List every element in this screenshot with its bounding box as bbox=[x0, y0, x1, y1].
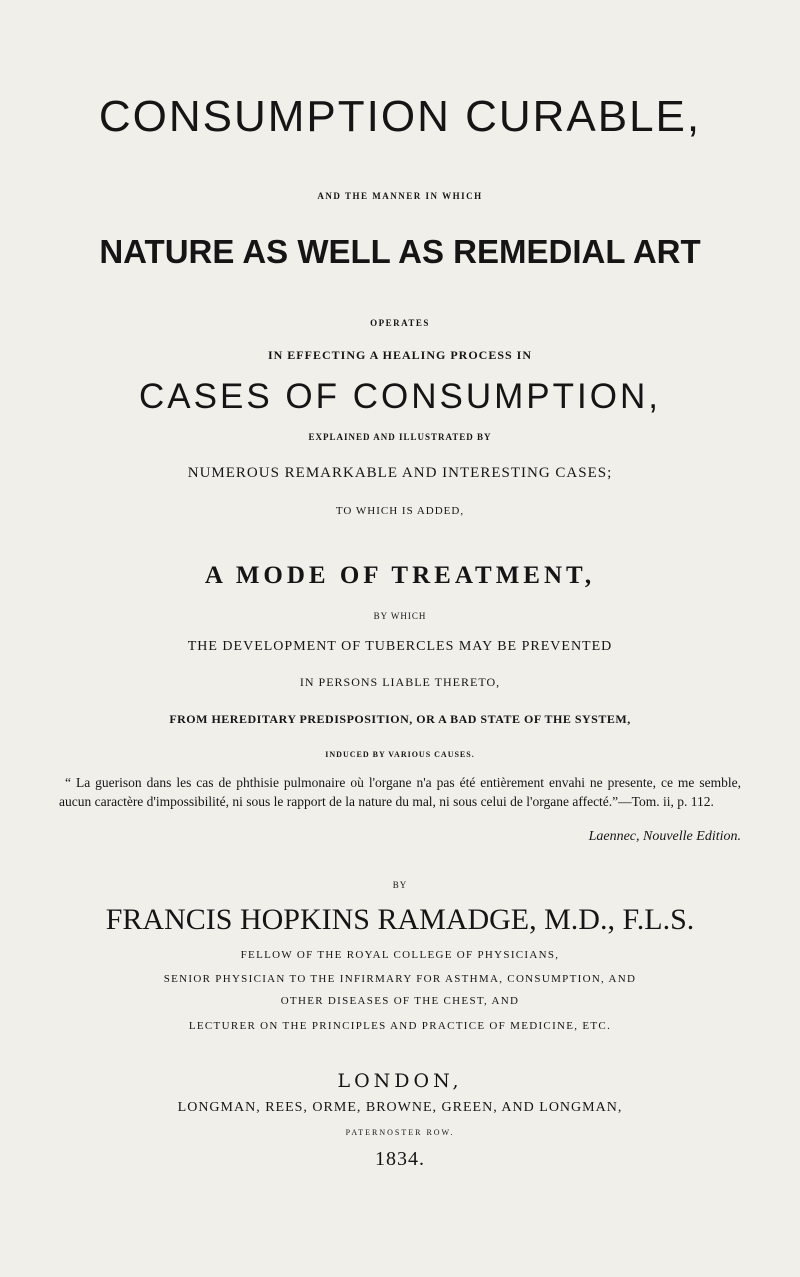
author-by: BY bbox=[392, 880, 408, 890]
subtitle-cases: CASES OF CONSUMPTION, bbox=[139, 377, 661, 416]
subtitle-operates: OPERATES bbox=[370, 318, 430, 328]
subtitle-explained: EXPLAINED AND ILLUSTRATED BY bbox=[308, 432, 492, 442]
author-name: FRANCIS HOPKINS RAMADGE, M.D., F.L.S. bbox=[105, 903, 695, 936]
main-title: CONSUMPTION CURABLE, bbox=[98, 92, 702, 141]
imprint-street: PATERNOSTER ROW. bbox=[345, 1128, 455, 1137]
epigraph-attribution: Laennec, Nouvelle Edition. bbox=[588, 829, 741, 844]
author-credential: SENIOR PHYSICIAN TO THE INFIRMARY FOR ASTHMA, CONSUMPTION, AND bbox=[163, 973, 637, 985]
author-credential: LECTURER ON THE PRINCIPLES AND PRACTICE OF MEDICINE, ETC. bbox=[188, 1020, 612, 1032]
subtitle-to-which: TO WHICH IS ADDED, bbox=[335, 505, 465, 517]
subtitle-nature: NATURE AS WELL AS REMEDIAL ART bbox=[99, 233, 701, 270]
subtitle-development: THE DEVELOPMENT OF TUBERCLES MAY BE PREVENTED bbox=[187, 639, 613, 654]
subtitle-hereditary: FROM HEREDITARY PREDISPOSITION, OR A BAD STATE OF THE SYSTEM, bbox=[169, 712, 631, 726]
epigraph-quote: “ La guerison dans les cas de phthisie pulmonaire où l'organe n'a pas été entièrement envahi ne presente, ce me semble, aucun caractère d'impossibilité, ni sous le rapport de la nature du mal, ni sous celui de l'organe affecté.”—Tom. ii, p. 112. bbox=[59, 775, 741, 809]
author-credential: FELLOW OF THE ROYAL COLLEGE OF PHYSICIANS, bbox=[240, 949, 560, 961]
author-credential: OTHER DISEASES OF THE CHEST, AND bbox=[280, 995, 520, 1007]
subtitle-induced: INDUCED BY VARIOUS CAUSES. bbox=[325, 750, 475, 759]
imprint-year: 1834. bbox=[375, 1148, 425, 1170]
subtitle-effecting: IN EFFECTING A HEALING PROCESS IN bbox=[267, 348, 533, 362]
subtitle-numerous: NUMEROUS REMARKABLE AND INTERESTING CASES; bbox=[187, 465, 613, 481]
imprint-city: LONDON, bbox=[337, 1070, 463, 1092]
subtitle-by-which: BY WHICH bbox=[373, 611, 427, 621]
subtitle-and-manner: AND THE MANNER IN WHICH bbox=[317, 191, 483, 201]
imprint-publishers: LONGMAN, REES, ORME, BROWNE, GREEN, AND LONGMAN, bbox=[177, 1100, 623, 1115]
subtitle-mode: A MODE OF TREATMENT, bbox=[204, 562, 596, 589]
subtitle-persons: IN PERSONS LIABLE THERETO, bbox=[299, 675, 501, 689]
